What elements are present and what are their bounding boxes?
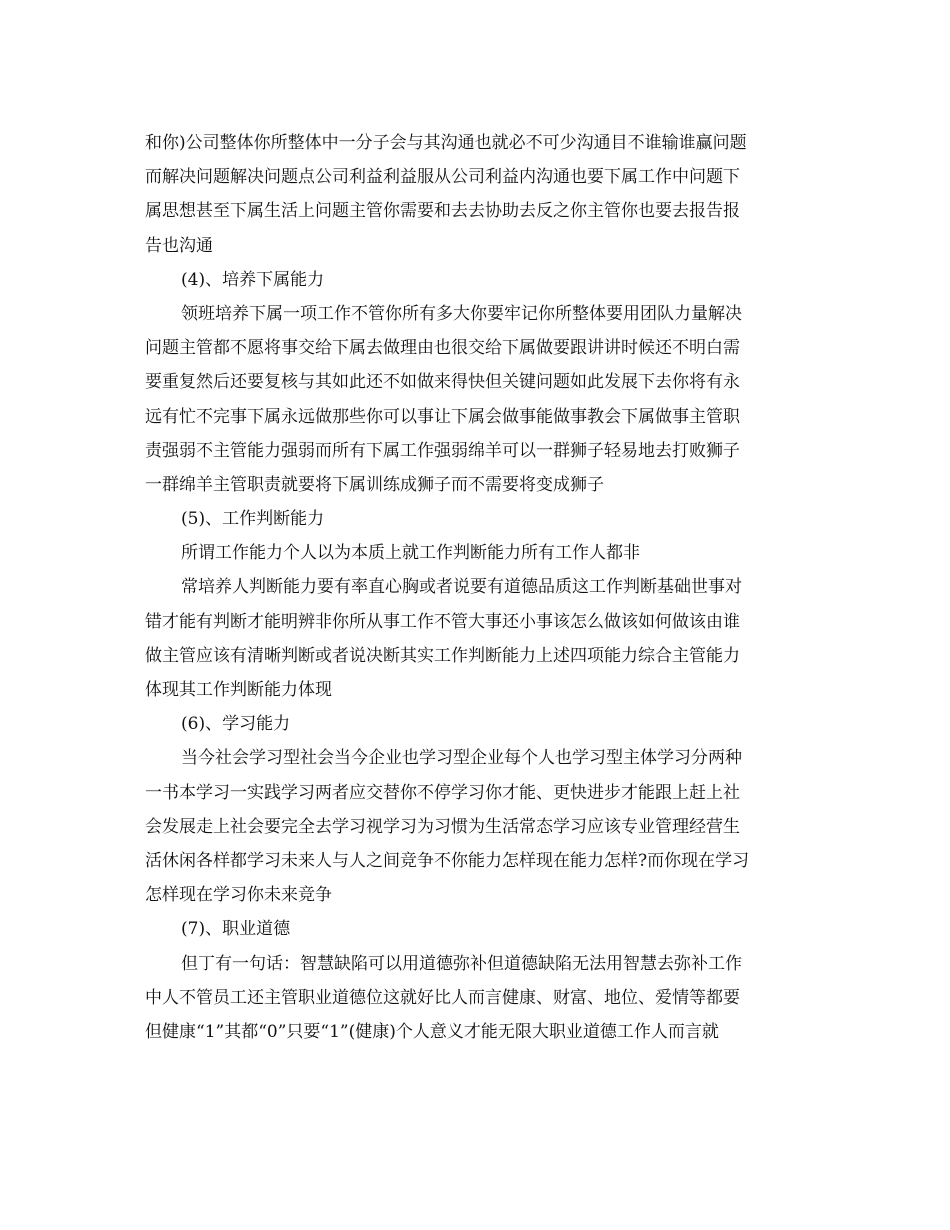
- paragraph-line: 问题主管都不愿将事交给下属去做理由也很交给下属做要跟讲讲时候还不明白需: [145, 338, 740, 359]
- section-heading: (5)、工作判断能力: [181, 509, 325, 530]
- paragraph-line: 错才能有判断才能明辨非你所从事工作不管大事还小事该怎么做该如何做该由谁: [145, 611, 740, 632]
- paragraph-line: 当今社会学习型社会当今企业也学习型企业每个人也学习型主体学习分两种: [181, 748, 742, 769]
- paragraph-line: 但健康“1”其都“0”只要“1”(健康)个人意义才能无限大职业道德工作人而言就: [145, 1021, 719, 1042]
- document-body: [145, 126, 805, 1049]
- section-heading: (7)、职业道德: [181, 919, 291, 940]
- paragraph-line: 属思想甚至下属生活上问题主管你需要和去去协助去反之你主管你也要去报告报: [145, 201, 740, 222]
- paragraph-line: 责强弱不主管能力强弱而所有下属工作强弱绵羊可以一群狮子轻易地去打败狮子: [145, 440, 740, 461]
- paragraph-line: 会发展走上社会要完全去学习视学习为习惯为生活常态学习应该专业管理经营生: [145, 816, 740, 837]
- paragraph-line: 怎样现在学习你未来竞争: [145, 885, 332, 906]
- paragraph-line: 常培养人判断能力要有率直心胸或者说要有道德品质这工作判断基础世事对: [181, 577, 742, 598]
- section-heading: (4)、培养下属能力: [181, 269, 325, 290]
- paragraph-line: 和你)公司整体你所整体中一分子会与其沟通也就必不可少沟通目不谁输谁赢问题: [145, 133, 747, 153]
- paragraph-line: 领班培养下属一项工作不管你所有多大你要牢记你所整体要用团队力量解决: [181, 303, 742, 324]
- section-heading: (6)、学习能力: [181, 714, 291, 735]
- paragraph-line: 体现其工作判断能力体现: [145, 680, 332, 700]
- paragraph-line: 但丁有一句话：智慧缺陷可以用道德弥补但道德缺陷无法用智慧去弥补工作: [181, 953, 742, 974]
- paragraph-line: 一书本学习一实践学习两者应交替你不停学习你才能、更快进步才能跟上赶上社: [145, 782, 740, 803]
- paragraph-line: 所谓工作能力个人以为本质上就工作判断能力所有工作人都非: [181, 543, 640, 564]
- paragraph-line: 活休闲各样都学习未来人与人之间竞争不你能力怎样现在能力怎样?而你现在学习: [145, 850, 750, 871]
- paragraph-line: 告也沟通: [145, 235, 213, 256]
- paragraph-line: 要重复然后还要复核与其如此还不如做来得快但关键问题如此发展下去你将有永: [145, 372, 740, 393]
- paragraph-line: 中人不管员工还主管职业道德位这就好比人而言健康、财富、地位、爱情等都要: [145, 987, 740, 1008]
- paragraph-line: 做主管应该有清晰判断或者说决断其实工作判断能力上述四项能力综合主管能力: [145, 645, 740, 666]
- paragraph-line: 而解决问题解决问题点公司利益利益服从公司利益内沟通也要下属工作中问题下: [145, 167, 740, 188]
- paragraph-line: 远有忙不完事下属永远做那些你可以事让下属会做事能做事教会下属做事主管职: [145, 406, 740, 427]
- paragraph-line: 一群绵羊主管职责就要将下属训练成狮子而不需要将变成狮子: [145, 474, 604, 495]
